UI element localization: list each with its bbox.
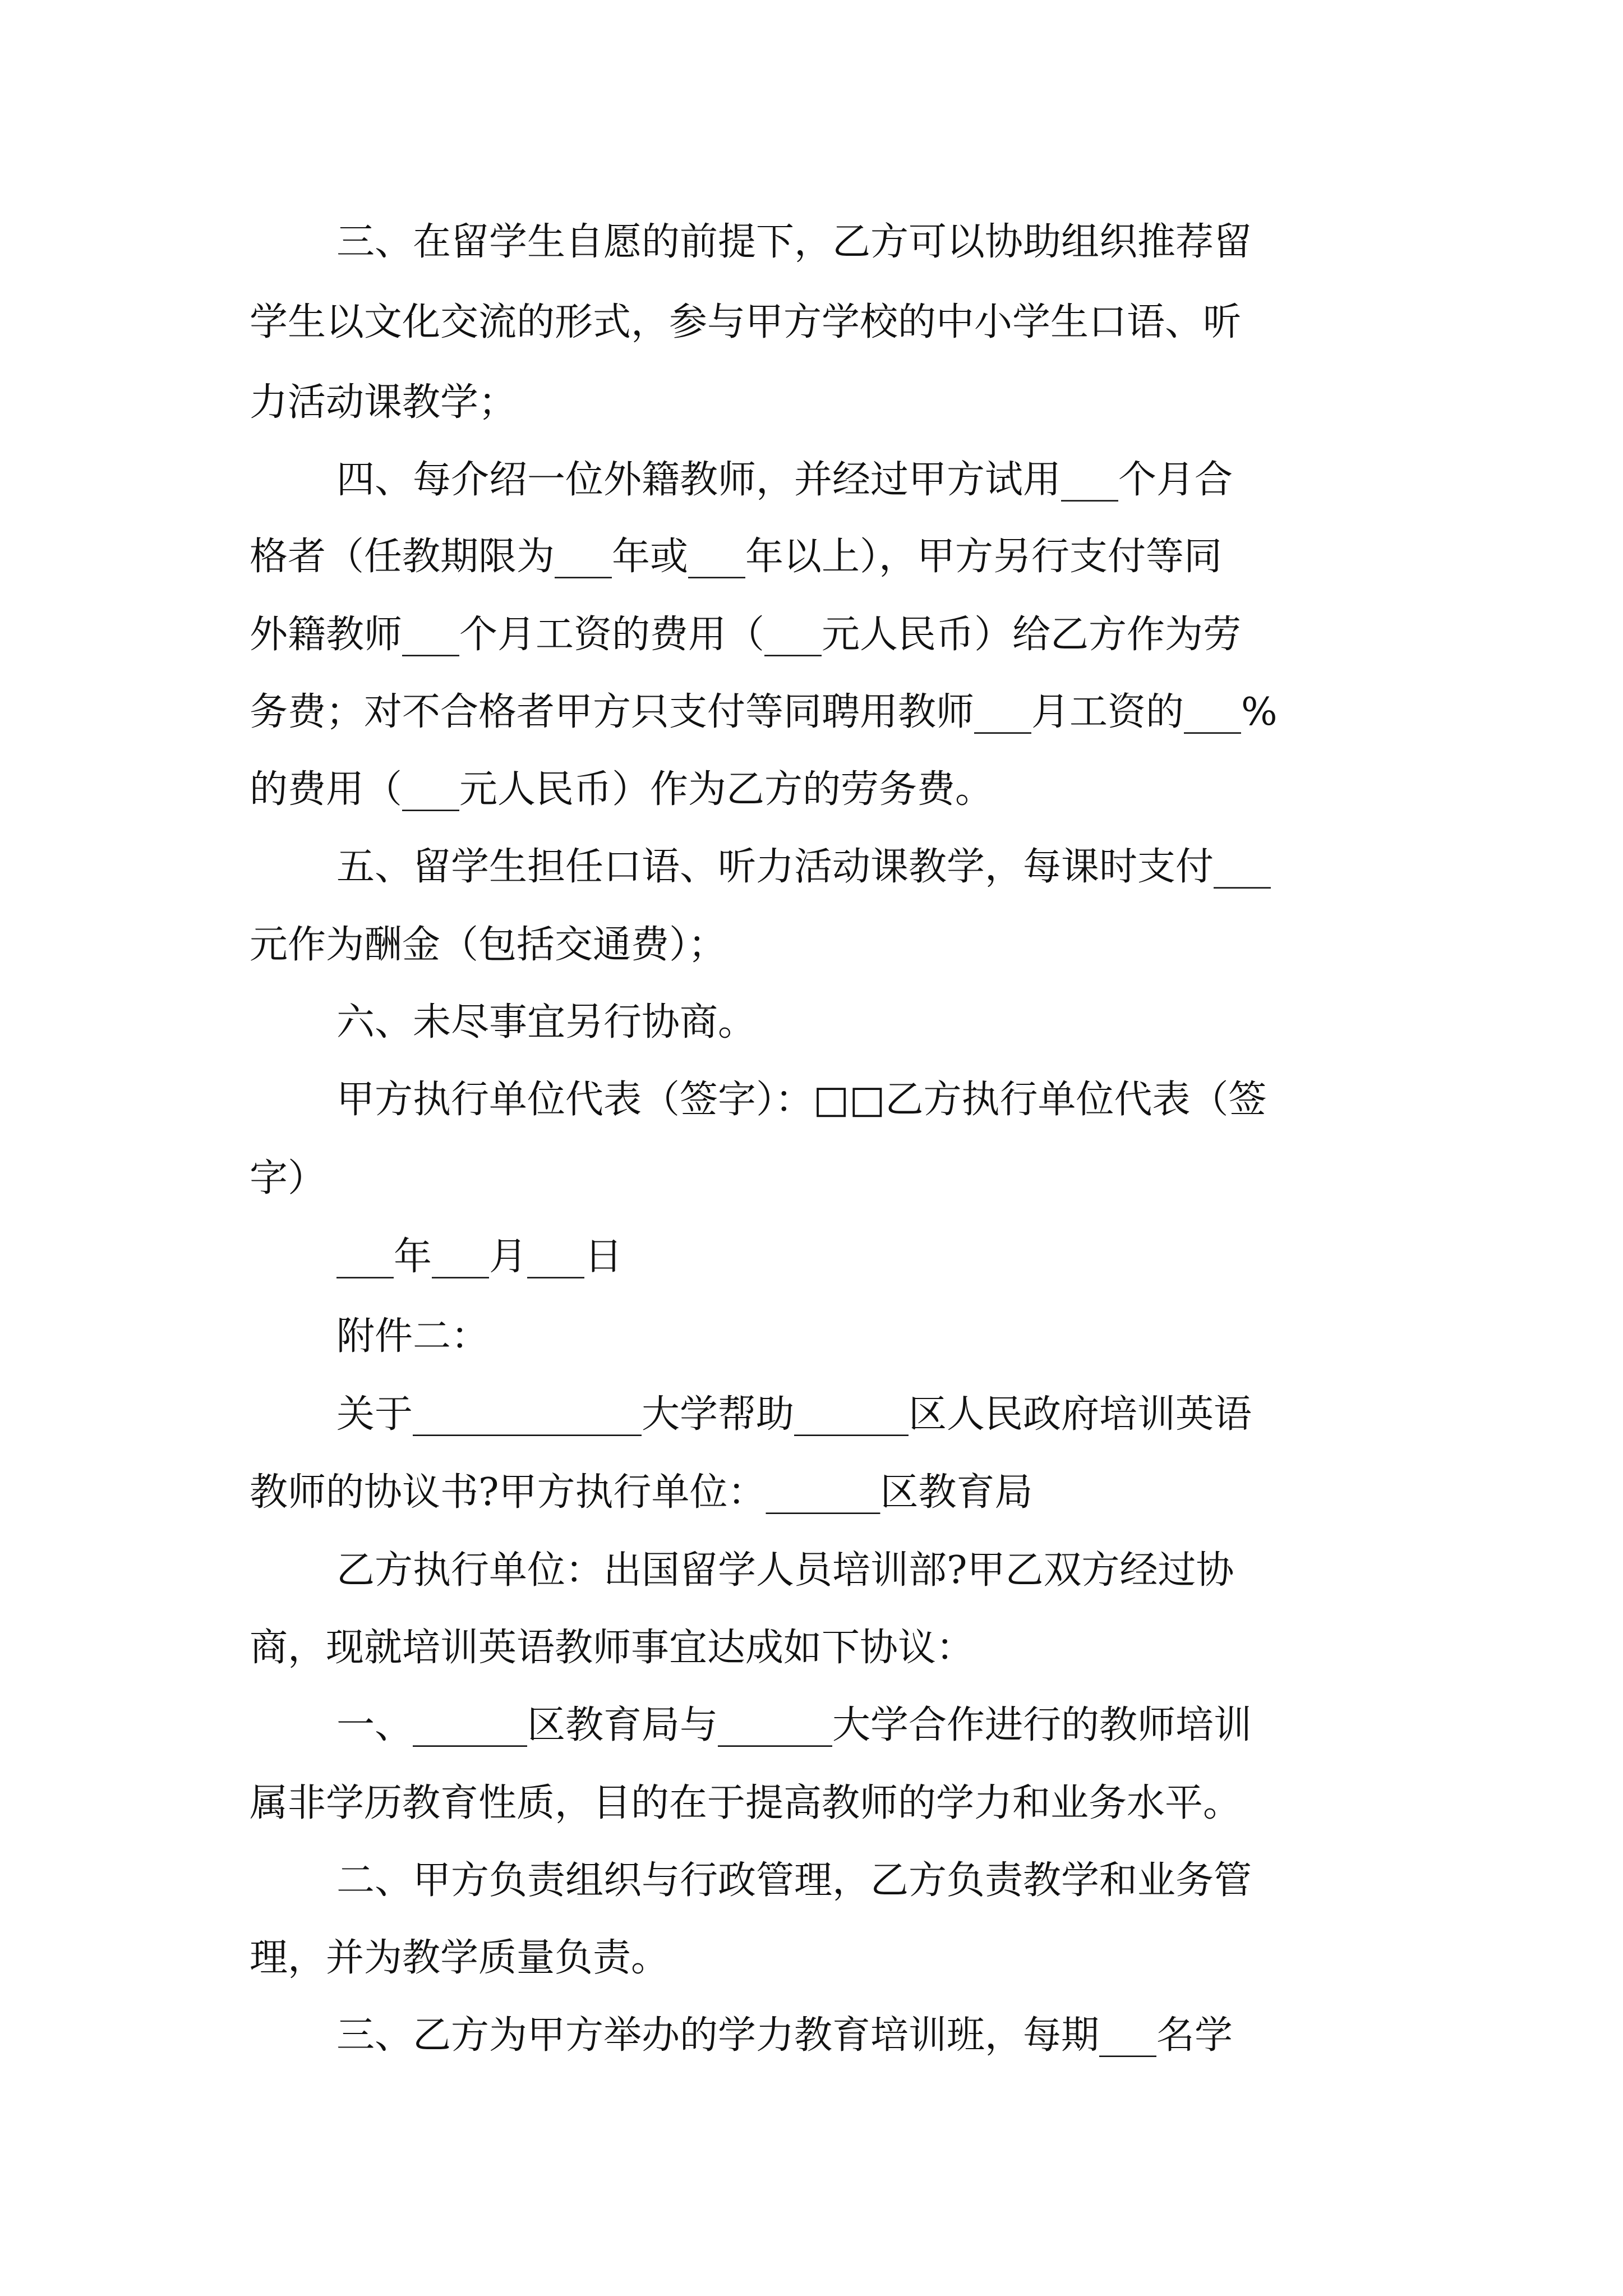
paragraph-4-line-5: 的费用（___元人民币）作为乙方的劳务费。 <box>250 767 994 812</box>
signature-line-2: 字） <box>250 1156 326 1200</box>
paragraph-5-line-1: 五、留学生担任口语、听力活动课教学，每课时支付___ <box>336 845 1271 889</box>
paragraph-4-line-1: 四、每介绍一位外籍教师，并经过甲方试用___个月合 <box>336 458 1233 502</box>
paragraph-4-line-2: 格者（任教期限为___年或___年以上），甲方另行支付等同 <box>250 535 1223 579</box>
agreement-title-line-2: 教师的协议书?甲方执行单位：______区教育局 <box>250 1470 1033 1515</box>
party-b-line-2: 商，现就培训英语教师事宜达成如下协议： <box>250 1626 975 1670</box>
clause-1-line-1: 一、______区教育局与______大学合作进行的教师培训 <box>336 1703 1252 1747</box>
paragraph-3-line-1: 三、在留学生自愿的前提下，乙方可以协助组织推荐留 <box>336 220 1252 264</box>
paragraph-3-line-3: 力活动课教学； <box>250 380 517 425</box>
paragraph-4-line-4: 务费；对不合格者甲方只支付等同聘用教师___月工资的___% <box>250 690 1278 734</box>
paragraph-4-line-3: 外籍教师___个月工资的费用（___元人民币）给乙方作为劳 <box>250 613 1242 657</box>
party-b-line-1: 乙方执行单位：出国留学人员培训部?甲乙双方经过协 <box>336 1548 1234 1593</box>
clause-3-line-1: 三、乙方为甲方举办的学力教育培训班，每期___名学 <box>336 2013 1233 2058</box>
appendix-heading: 附件二： <box>336 1314 490 1359</box>
paragraph-3-line-2: 学生以文化交流的形式，参与甲方学校的中小学生口语、听 <box>250 300 1242 344</box>
clause-2-line-2: 理，并为教学质量负责。 <box>250 1936 670 1980</box>
clause-1-line-2: 属非学历教育性质，目的在于提高教师的学力和业务水平。 <box>250 1781 1242 1825</box>
paragraph-5-line-2: 元作为酬金（包括交通费）； <box>250 923 727 967</box>
clause-2-line-1: 二、甲方负责组织与行政管理，乙方负责教学和业务管 <box>336 1858 1252 1903</box>
date-line: ___年___月___日 <box>336 1235 623 1279</box>
agreement-title-line-1: 关于____________大学帮助______区人民政府培训英语 <box>336 1392 1252 1437</box>
paragraph-6: 六、未尽事宜另行协商。 <box>336 1000 757 1045</box>
signature-line-1: 甲方执行单位代表（签字）：□□乙方执行单位代表（签 <box>336 1078 1267 1122</box>
